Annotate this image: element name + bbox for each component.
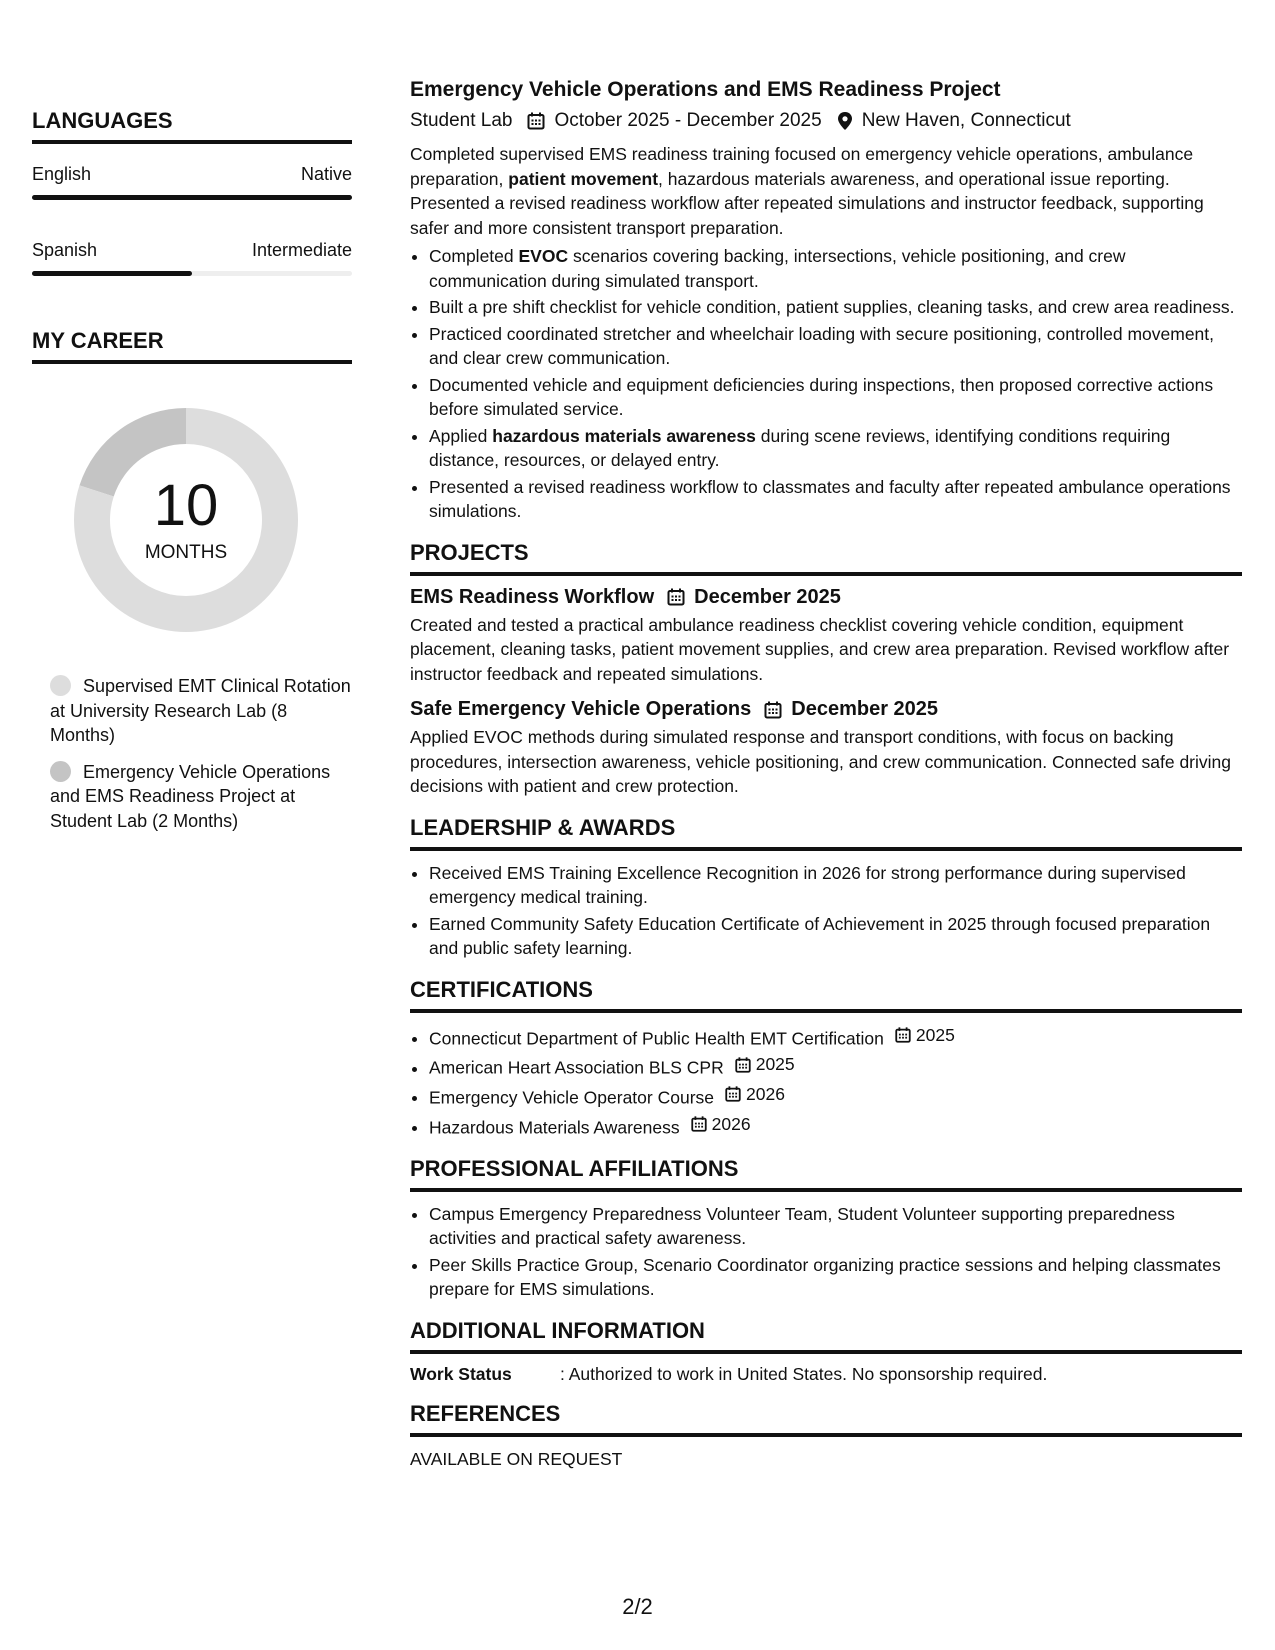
project-item: [410, 586, 1242, 687]
career-donut-chart: [66, 400, 306, 640]
career-legend-label: Emergency Vehicle Operations and EMS Readiness Project at Student Lab (2 Months): [50, 761, 331, 831]
career-legend-item: [50, 760, 352, 834]
certification-name: American Heart Association BLS CPR: [429, 1057, 724, 1078]
legend-dot-icon: [50, 761, 71, 782]
language-item: [32, 164, 352, 200]
certification-year: 2025: [755, 1054, 795, 1075]
calendar-icon: [666, 587, 686, 607]
leadership-list: [410, 861, 1242, 961]
certifications-heading: CERTIFICATIONS: [410, 977, 1242, 1013]
language-list: [32, 164, 352, 276]
affiliations-list: [410, 1202, 1242, 1302]
certification-item: [429, 1023, 1242, 1051]
job-bullet: • Completed EVOC scenarios covering backing, intersections, vehicle positioning, and crew communication during simulated transport.: [429, 244, 1242, 293]
work-status-label: Work Status: [410, 1363, 512, 1384]
language-proficiency-bar: [32, 271, 352, 276]
career-unit: MONTHS: [144, 542, 228, 563]
references-heading: REFERENCES: [410, 1401, 1242, 1437]
calendar-icon: [894, 1026, 912, 1044]
calendar-icon: [724, 1085, 742, 1103]
language-level: Native: [300, 164, 352, 184]
certification-item: [429, 1112, 1242, 1140]
calendar-icon: [526, 111, 546, 131]
languages-heading: LANGUAGES: [32, 108, 352, 144]
list-item: • Peer Skills Practice Group, Scenario Coordinator organizing practice sessions and helping classmates prepare for EMS simulations.: [429, 1253, 1242, 1302]
project-description: Applied EVOC methods during simulated response and transport conditions, with focus on backing procedures, intersection awareness, vehicle positioning, and crew communication. Connected safe driving decisions with patient and crew protection.: [410, 727, 1231, 796]
language-proficiency-fill: [32, 271, 192, 276]
language-name: English: [32, 164, 92, 184]
job-bullet: • Built a pre shift checklist for vehicle condition, patient supplies, cleaning tasks, and crew area readiness.: [429, 295, 1242, 320]
career-total: 10: [153, 473, 219, 538]
job-meta: [410, 110, 1242, 132]
career-heading: MY CAREER: [32, 328, 352, 364]
calendar-icon: [690, 1115, 708, 1133]
legend-dot-icon: [50, 675, 71, 696]
job-dates: October 2025 - December 2025: [554, 110, 822, 131]
job-bullet: • Practiced coordinated stretcher and wheelchair loading with secure positioning, controlled movement, and clear crew communication.: [429, 322, 1242, 371]
affiliations-heading: PROFESSIONAL AFFILIATIONS: [410, 1156, 1242, 1192]
certification-name: Hazardous Materials Awareness: [429, 1117, 680, 1137]
page-number: 2/2: [622, 1594, 653, 1619]
certification-year: 2026: [711, 1113, 751, 1134]
job-bullet-list: [410, 244, 1242, 524]
calendar-icon: [763, 700, 783, 720]
project-date: December 2025: [791, 698, 939, 720]
job-title: Emergency Vehicle Operations and EMS Readiness Project: [410, 78, 1001, 101]
list-item: • Received EMS Training Excellence Recognition in 2026 for strong performance during supervised emergency medical training.: [429, 861, 1242, 910]
location-pin-icon: [836, 111, 854, 131]
certification-name: Emergency Vehicle Operator Course: [429, 1087, 714, 1108]
certification-item: [429, 1082, 1242, 1110]
language-level: Intermediate: [251, 240, 352, 260]
calendar-icon: [734, 1056, 752, 1074]
additional-info-heading: ADDITIONAL INFORMATION: [410, 1318, 1242, 1354]
list-item: • Earned Community Safety Education Certificate of Achievement in 2025 through focused preparation and public safety learning.: [429, 912, 1242, 961]
language-item: [32, 240, 352, 276]
job-bullet: • Presented a revised readiness workflow to classmates and faculty after repeated ambulance operations simulations.: [429, 475, 1242, 524]
work-status-value: : Authorized to work in United States. No sponsorship required.: [560, 1363, 1048, 1384]
job-summary: Completed supervised EMS readiness training focused on emergency vehicle operations, ambulance preparation, patient movement, hazardous materials awareness, and operational issue reporting. Presented a revised readiness workflow after repeated simulations and instructor feedback, supporting safer and more consistent transport preparation.: [410, 144, 1204, 238]
main-content: [410, 78, 1242, 1471]
project-title: EMS Readiness Workflow: [410, 585, 655, 608]
job-bullet: • Documented vehicle and equipment deficiencies during inspections, then proposed corrective actions before simulated service.: [429, 373, 1242, 422]
certification-item: [429, 1052, 1242, 1080]
sidebar: [32, 108, 352, 845]
project-date: December 2025: [694, 585, 841, 608]
project-item: [410, 698, 1242, 799]
job-location: New Haven, Connecticut: [861, 110, 1071, 131]
work-status-row: [410, 1364, 1242, 1385]
project-description: Created and tested a practical ambulance readiness checklist covering vehicle condition, equipment placement, cleaning tasks, patient movement supplies, and crew area preparation. Revised workflow after instructor feedback and repeated simulations.: [410, 614, 1230, 684]
language-name: Spanish: [32, 240, 98, 260]
job-company: Student Lab: [410, 110, 513, 131]
certification-name: Connecticut Department of Public Health EMT Certification: [429, 1027, 884, 1048]
language-proficiency-bar: [32, 195, 352, 200]
projects-heading: PROJECTS: [410, 540, 1242, 576]
list-item: • Campus Emergency Preparedness Volunteer Team, Student Volunteer supporting preparedness activities and practical safety awareness.: [429, 1202, 1242, 1251]
career-legend-item: [50, 674, 352, 748]
language-proficiency-fill: [32, 195, 352, 200]
certification-year: 2025: [915, 1024, 955, 1045]
career-legend-label: Supervised EMT Clinical Rotation at University Research Lab (8 Months): [50, 676, 351, 745]
leadership-heading: LEADERSHIP & AWARDS: [410, 815, 1242, 851]
career-legend: [32, 674, 352, 833]
certification-year: 2026: [746, 1084, 785, 1104]
project-title: Safe Emergency Vehicle Operations: [410, 698, 752, 720]
certifications-list: [410, 1023, 1242, 1140]
job-bullet: • Applied hazardous materials awareness during scene reviews, identifying conditions requiring distance, resources, or delayed entry.: [429, 424, 1242, 473]
experience-entry: [410, 78, 1242, 524]
references-text: AVAILABLE ON REQUEST: [410, 1448, 623, 1469]
